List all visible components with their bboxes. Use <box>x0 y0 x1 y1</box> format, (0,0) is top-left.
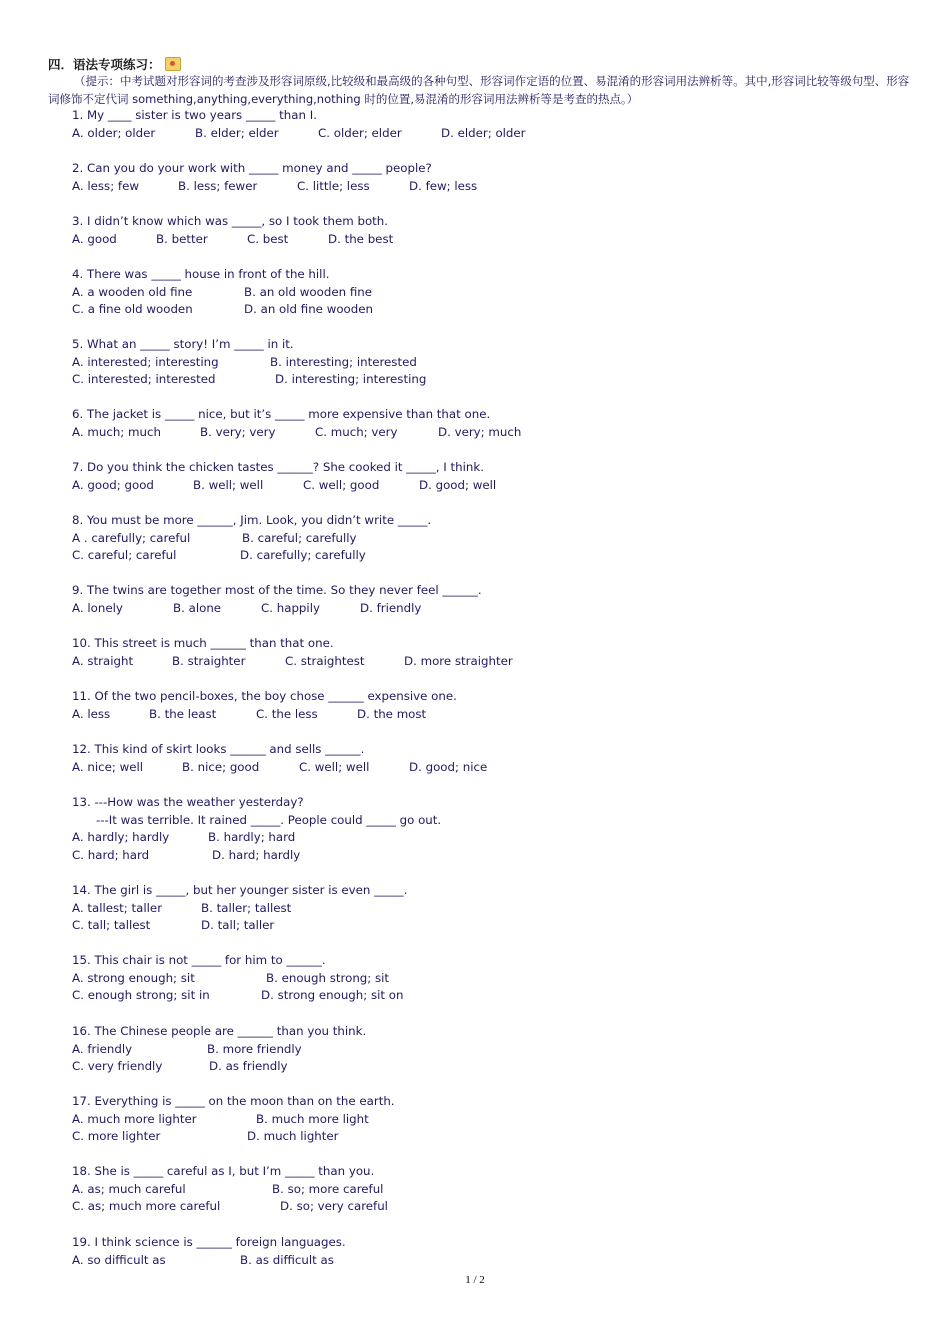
option-d: D. much lighter <box>247 1129 339 1143</box>
option-c: C. the less <box>256 706 318 721</box>
options-row <box>72 301 373 319</box>
options-row <box>72 178 478 196</box>
question-7 <box>72 459 497 494</box>
option-a: A . carefully; careful <box>72 530 191 545</box>
options-row <box>72 125 526 143</box>
option-d: D. as friendly <box>209 1059 288 1073</box>
options-row <box>72 1252 346 1270</box>
option-b: B. nice; good <box>182 759 260 774</box>
option-d: D. few; less <box>409 178 478 193</box>
option-b: B. better <box>156 231 208 246</box>
question-13 <box>72 794 441 864</box>
question-11 <box>72 688 457 723</box>
section-title: 四．语法专项练习： <box>48 57 161 72</box>
question-stem: 8. You must be more ______, Jim. Look, you didn’t write _____. <box>72 513 432 527</box>
option-d: D. good; well <box>419 477 497 492</box>
question-stem: 9. The twins are together most of the time. So they never feel ______. <box>72 583 482 597</box>
option-a: A. less <box>72 706 111 721</box>
option-a: A. friendly <box>72 1041 133 1056</box>
options-row <box>72 600 482 618</box>
option-a: A. a wooden old fine <box>72 284 193 299</box>
option-d: D. the most <box>357 706 427 721</box>
option-a: A. as; much careful <box>72 1181 186 1196</box>
option-d: D. an old fine wooden <box>244 302 373 316</box>
question-stem: 2. Can you do your work with _____ money and _____ people? <box>72 161 432 175</box>
options-row <box>72 547 431 565</box>
options-row <box>72 987 404 1005</box>
options-row <box>72 847 441 865</box>
options-row <box>72 231 394 249</box>
option-c: C. tall; tallest <box>72 918 151 932</box>
options-row <box>72 530 431 548</box>
question-6 <box>72 406 522 441</box>
option-a: A. strong enough; sit <box>72 970 195 985</box>
option-c: C. best <box>247 231 289 246</box>
option-b: B. interesting; interested <box>270 354 417 369</box>
option-b: B. taller; tallest <box>201 900 292 915</box>
question-stem: 11. Of the two pencil-boxes, the boy chose ______ expensive one. <box>72 689 457 703</box>
page-number: 1 / 2 <box>465 1274 485 1286</box>
option-c: C. a fine old wooden <box>72 302 193 316</box>
option-c: C. straightest <box>285 653 365 668</box>
option-c: C. interested; interested <box>72 372 216 386</box>
option-c: C. enough strong; sit in <box>72 988 210 1002</box>
option-c: C. little; less <box>297 178 370 193</box>
options-row <box>72 1041 366 1059</box>
option-c: C. happily <box>261 600 320 615</box>
option-a: A. much more lighter <box>72 1111 197 1126</box>
question-stem: ---It was terrible. It rained _____. People could _____ go out. <box>96 812 442 827</box>
option-b: B. well; well <box>193 477 264 492</box>
question-2 <box>72 160 478 195</box>
option-b: B. elder; elder <box>195 125 279 140</box>
section-heading <box>48 55 181 73</box>
options-row <box>72 354 417 372</box>
question-18 <box>72 1163 388 1216</box>
option-b: B. the least <box>149 706 217 721</box>
option-a: A. older; older <box>72 125 156 140</box>
option-d: D. carefully; carefully <box>240 548 366 562</box>
options-row <box>72 706 457 724</box>
option-d: D. so; very careful <box>280 1199 388 1213</box>
question-stem: 17. Everything is _____ on the moon than on the earth. <box>72 1094 395 1108</box>
question-stem: 1. My ____ sister is two years _____ than I. <box>72 108 317 122</box>
option-c: C. hard; hard <box>72 847 150 862</box>
option-c: C. well; well <box>299 759 370 774</box>
option-a: A. interested; interesting <box>72 354 219 369</box>
question-stem: 13. ---How was the weather yesterday? <box>72 795 304 809</box>
question-stem: 15. This chair is not _____ for him to ______. <box>72 953 326 967</box>
question-9 <box>72 582 482 617</box>
question-16 <box>72 1023 366 1076</box>
option-b: B. very; very <box>200 424 276 439</box>
question-8 <box>72 512 431 565</box>
question-stem: 6. The jacket is _____ nice, but it’s _____ more expensive than that one. <box>72 407 491 421</box>
note-icon <box>165 57 181 71</box>
question-4 <box>72 266 373 319</box>
question-stem: 5. What an _____ story! I’m _____ in it. <box>72 337 294 351</box>
question-5 <box>72 336 427 389</box>
option-b: B. straighter <box>172 653 246 668</box>
question-stem: 12. This kind of skirt looks ______ and sells ______. <box>72 742 365 756</box>
options-row <box>72 477 497 495</box>
options-row <box>72 970 390 988</box>
options-row <box>72 653 513 671</box>
option-b: B. enough strong; sit <box>266 970 390 985</box>
option-c: C. older; elder <box>318 125 402 140</box>
question-stem: 10. This street is much ______ than that one. <box>72 636 334 650</box>
options-row <box>72 1181 384 1199</box>
option-d: D. very; much <box>438 424 522 439</box>
option-a: A. much; much <box>72 424 161 439</box>
option-b: B. much more light <box>256 1111 369 1126</box>
options-row <box>72 371 427 389</box>
option-d: D. tall; taller <box>201 918 275 932</box>
option-d: D. more straighter <box>404 653 513 668</box>
option-b: B. alone <box>173 600 222 615</box>
option-b: B. hardly; hard <box>208 830 296 844</box>
options-row <box>72 1058 366 1076</box>
options-row <box>72 1198 388 1216</box>
option-d: D. hard; hardly <box>212 847 301 862</box>
question-stem: 4. There was _____ house in front of the hill. <box>72 267 330 281</box>
option-d: D. interesting; interesting <box>275 372 427 386</box>
options-row <box>72 759 488 777</box>
option-c: C. careful; careful <box>72 548 177 562</box>
question-14 <box>72 882 407 935</box>
option-a: A. good <box>72 231 117 246</box>
option-a: A. hardly; hardly <box>72 830 170 844</box>
options-row <box>72 1111 395 1129</box>
option-b: B. so; more careful <box>272 1181 384 1196</box>
option-d: D. elder; older <box>441 125 526 140</box>
option-c: C. well; good <box>303 477 380 492</box>
option-a: A. straight <box>72 653 134 668</box>
option-b: B. an old wooden fine <box>244 284 373 299</box>
question-stem: 7. Do you think the chicken tastes ______? She cooked it _____, I think. <box>72 460 484 474</box>
option-a: A. lonely <box>72 600 123 615</box>
options-row <box>72 1128 395 1146</box>
option-a: A. less; few <box>72 178 139 193</box>
question-12 <box>72 741 488 776</box>
option-a: A. tallest; taller <box>72 900 163 915</box>
question-stem: 3. I didn’t know which was _____, so I took them both. <box>72 214 389 228</box>
option-a: A. good; good <box>72 477 154 492</box>
option-d: D. friendly <box>360 600 422 615</box>
option-b: B. careful; carefully <box>242 530 357 545</box>
option-b: B. less; fewer <box>178 178 258 193</box>
option-d: D. good; nice <box>409 759 488 774</box>
option-c: C. much; very <box>315 424 398 439</box>
option-c: C. very friendly <box>72 1059 163 1073</box>
question-10 <box>72 635 513 670</box>
option-a: A. nice; well <box>72 759 144 774</box>
option-c: C. as; much more careful <box>72 1199 221 1213</box>
options-row <box>72 900 407 918</box>
question-15 <box>72 952 404 1005</box>
option-d: D. the best <box>328 231 394 246</box>
options-row <box>72 917 407 935</box>
option-b: B. more friendly <box>207 1041 302 1056</box>
question-3 <box>72 213 394 248</box>
options-row <box>72 284 373 302</box>
question-stem: 19. I think science is ______ foreign languages. <box>72 1235 346 1249</box>
option-d: D. strong enough; sit on <box>261 988 404 1002</box>
question-1 <box>72 107 526 142</box>
question-17 <box>72 1093 395 1146</box>
question-stem: 18. She is _____ careful as I, but I’m _____ than you. <box>72 1164 375 1178</box>
question-19 <box>72 1234 346 1269</box>
hint-text: （提示：中考试题对形容词的考查涉及形容词原级,比较级和最高级的各种句型、形容词作定语的位置、易混淆的形容词用法辨析等。其中,形容词比较等级句型、形容词修饰不定代词 something,anything,everything,nothing 时的位置,易混淆的形容词用法辨析等是考查的热点。） <box>48 74 910 106</box>
options-row <box>72 424 522 442</box>
question-stem: 16. The Chinese people are ______ than you think. <box>72 1024 367 1038</box>
option-a: A. so difficult as <box>72 1252 166 1267</box>
option-c: C. more lighter <box>72 1129 161 1143</box>
question-stem: 14. The girl is _____, but her younger sister is even _____. <box>72 883 408 897</box>
option-b: B. as difficult as <box>240 1252 334 1267</box>
options-row <box>72 829 441 847</box>
hint-paragraph <box>48 72 918 108</box>
